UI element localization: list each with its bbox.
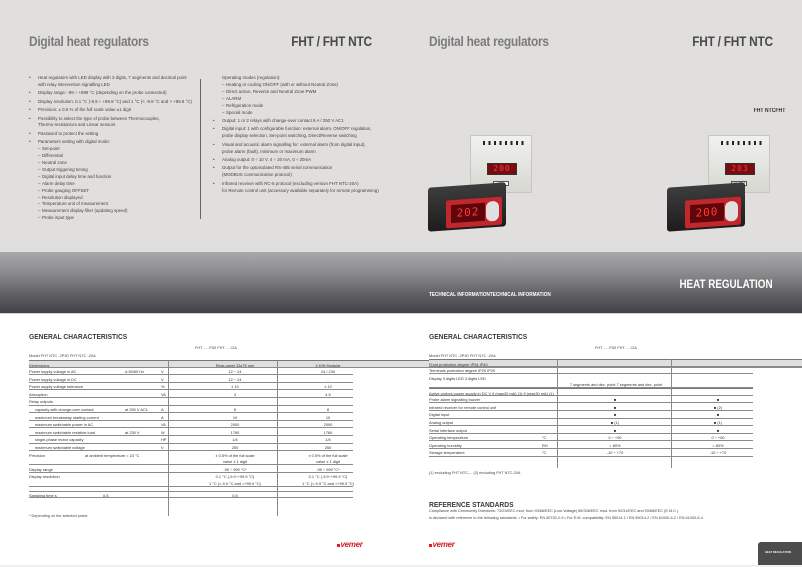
- feature-item: • Analog output: 0 ÷ 10 V, 4 ÷ 20 mA, 0 ÷ 20mA: [213, 157, 398, 164]
- characteristics-table-left: [29, 360, 353, 498]
- logo-text: vemer: [432, 540, 455, 549]
- table-cell: Rear-panel 33x75 mm: [215, 362, 255, 368]
- table-cell: Serial interface output: [429, 427, 467, 433]
- table-cell: Analog output: [429, 420, 454, 426]
- column-header: FHT - ...P30 FHT - ...DA: [595, 345, 637, 350]
- table-cell: 7 segments and dec. point 7 segments and dec. point: [569, 382, 663, 388]
- feature-item: Thermo-resistances and Linear sensors: [38, 122, 116, 128]
- table-row: [429, 403, 753, 411]
- table-row: [29, 375, 353, 383]
- table-row: [429, 359, 802, 367]
- table-cell: 3: [233, 391, 237, 397]
- table-cell: V: [161, 376, 164, 382]
- panel-display: 200: [690, 203, 724, 223]
- table-cell: 0 ÷ +50: [711, 435, 725, 441]
- table-row: [29, 398, 353, 406]
- table-row: [29, 390, 353, 398]
- feature-item: • Possibility to select the type of probe between Thermocouples,: [29, 116, 201, 123]
- feature-item: – ALARM: [213, 96, 398, 103]
- table-cell: capacity with change-over contact: [35, 407, 94, 413]
- feature-item: – Temperature unit of measurement: [29, 201, 201, 208]
- table-cell: Display range: [29, 466, 53, 472]
- table-cell: ■ (2): [713, 404, 723, 410]
- feature-item: • Visual and acoustic alarm signalling for: external alarm (from digital input),: [213, 142, 398, 149]
- table-cell: ■: [716, 397, 720, 403]
- table-cell: 1/4: [325, 437, 331, 443]
- table-cell: Absorption: [29, 391, 48, 397]
- table-cell: Digital input: [429, 412, 450, 418]
- table-cell: 4.5: [325, 391, 331, 397]
- feature-item: – Probe input type: [29, 215, 201, 222]
- table-cell: 10: [325, 414, 331, 420]
- feature-item: (MODBUS communication protocol): [222, 172, 292, 178]
- table-cell: 250: [324, 445, 332, 451]
- feature-item: • Digital input: 1 with configurable function: external alarm, ON/OFF regulation,: [213, 126, 398, 133]
- table-cell: ± 10: [324, 384, 332, 390]
- product-code-right: FHT / FHT NTC: [692, 33, 773, 49]
- table-cell: Relay outputs: [29, 399, 53, 405]
- table-cell: Precision: [29, 452, 46, 458]
- table-cell: A: [161, 414, 164, 420]
- table-row: [29, 428, 353, 436]
- model-line: Model FHT NTC -2P30 FHT NTC -20A: [29, 353, 96, 358]
- table-row: [29, 436, 353, 444]
- table-cell: 4 DIN Modular: [315, 362, 341, 368]
- table-cell: ■: [613, 412, 617, 418]
- table-cell: 2000: [323, 422, 333, 428]
- table-cell: at 230 V: [125, 429, 140, 435]
- device-display: 203: [725, 163, 755, 175]
- feature-item: • Password to protect the setting: [29, 131, 201, 138]
- table-row: [429, 426, 753, 434]
- table-cell: 8: [326, 407, 330, 413]
- model-line: Model FHT NTC -2P30 FHT NTC -20A: [429, 353, 496, 358]
- column-divider: [557, 359, 558, 468]
- feature-item: • Display resolution: 0.1 °C (-9.9 ÷ +99.9 °C) and 1 °C (< -9.9 °C and > +99.9 °C): [29, 99, 201, 106]
- feature-item: • Heat regulators with LED display with 3 digits, 7 segments and decimal point: [29, 75, 201, 82]
- feature-item: • Output for the optoisolated RS-485 serial communication: [213, 165, 398, 172]
- reference-standards-line-1: Compliance with Community Directives: 73/23/EEC mod. from 93/68/EEC (Low Voltage) 89/336/EEC mod. from 92/31/EEC and 93/68/EEC (E.M.C.): [429, 509, 679, 513]
- column-header: FHT - ...P30 FHT - ...DA: [195, 345, 237, 350]
- table-cell: value ± 1 digit: [223, 459, 247, 465]
- feature-item: – Direct action, Reverse and Neutral Zone PWM: [213, 89, 398, 96]
- table-cell: 250: [231, 445, 239, 451]
- table-cell: 12 ÷ 24: [228, 376, 242, 382]
- table-cell: 24 / 230: [320, 369, 336, 375]
- table-cell: ± 10: [231, 384, 239, 390]
- feature-item: – Set-point: [29, 146, 201, 153]
- table-cell: at ambient temperature = 23 °C: [85, 452, 140, 458]
- feature-item: – Probe gauging OFFSET: [29, 188, 201, 195]
- table-cell: ■ (1): [713, 420, 723, 426]
- table-cell: Operating humidity: [429, 442, 462, 448]
- table-cell: value ± 1 digit: [316, 459, 340, 465]
- panel-device: [667, 182, 745, 231]
- column-divider: [168, 360, 169, 516]
- table-row: [29, 451, 353, 465]
- table-cell: < 80%: [712, 442, 724, 448]
- table-cell: Probe alarm signalling buzzer: [429, 397, 481, 403]
- table-cell: single-phase motor capacity: [35, 437, 84, 443]
- table-cell: ■: [613, 404, 617, 410]
- table-cell: ± 0.5% of the full scale: [308, 452, 348, 458]
- table-cell: Operating temperature: [429, 435, 469, 441]
- table-cell: Display resolution: [29, 474, 60, 480]
- table-cell: maximum breakaway starting current: [35, 414, 99, 420]
- table-cell: ■: [613, 427, 617, 433]
- table-cell: HP: [161, 437, 167, 443]
- table-cell: Power supply voltage in AC: [29, 369, 77, 375]
- table-cell: Active probes power supply in DC V 9 (max30 mA) (1) 9 (max30 mA) (1): [429, 390, 554, 396]
- table-row: [429, 374, 753, 388]
- table-cell: < 80%: [609, 442, 621, 448]
- feature-item: – Resolution displayed: [29, 195, 201, 202]
- feature-item: – Neutral zone: [29, 160, 201, 167]
- terminal-pins: [483, 141, 527, 145]
- panel-device: [428, 182, 506, 231]
- feature-item: – Digital input delay time and function: [29, 174, 201, 181]
- table-cell: V: [161, 445, 164, 451]
- keypad: [486, 201, 499, 222]
- table-cell: -10 ÷ +70: [606, 450, 624, 456]
- column-separator: [200, 79, 201, 219]
- feature-item: • Parameters setting with digital mode:: [29, 139, 201, 146]
- table-cell: 0.1 °C (-9.9÷+99.9 °C): [308, 474, 348, 480]
- feature-item: – Measurement display filter (updating speed): [29, 208, 201, 215]
- reference-standards-line-2: is declared with reference to the following standards: • For safety: EN 60730-2-9 • For E.M. compatibility: EN 55014-1 / EN 55014-2 / EN 61000-6-2 / EN 61000-6-4: [429, 516, 703, 520]
- section-tab[interactable]: [758, 542, 802, 567]
- table-cell: -10 ÷ +70: [709, 450, 727, 456]
- characteristics-table-right: [429, 359, 753, 457]
- table-cell: at 250 V AC1: [125, 407, 148, 413]
- feature-item: • Output: 1 or 2 relays with change-over contact 8 A / 250 V AC1: [213, 118, 398, 125]
- table-cell: ■ (1): [610, 420, 620, 426]
- panel-face: [685, 197, 741, 229]
- table-cell: %: [161, 384, 165, 390]
- general-characteristics-heading-right: GENERAL CHARACTERISTICS: [429, 332, 528, 341]
- table-cell: W: [161, 429, 165, 435]
- product-code-left: FHT / FHT NTC: [291, 33, 372, 49]
- product-label: FHT NTCFHT: [753, 108, 785, 114]
- table-cell: 1 °C (<-9.9 °C and >+99.9 °C): [209, 481, 261, 487]
- table-cell: Power supply voltage tolerance: [29, 384, 84, 390]
- table-row: [429, 434, 753, 442]
- features-column-1: [29, 75, 201, 222]
- table-cell: Terminals protection degree IP20 IP20: [429, 368, 496, 374]
- table-row: [29, 473, 353, 487]
- table-cell: 12 ÷ 24: [228, 369, 242, 375]
- feature-item: – Heating or cooling ON/OFF (with or without Neutral Zone): [213, 82, 398, 89]
- feature-item: – Special mode: [213, 110, 398, 117]
- table-cell: Dimensions: [29, 362, 50, 368]
- table-cell: Power supply voltage in DC: [29, 376, 77, 382]
- footnote-right: (1) excluding FHT NTC-... (2) excluding FHT NTC-20A: [429, 471, 521, 475]
- table-row: [29, 413, 353, 421]
- terminal-pins: [721, 141, 765, 145]
- table-row: [429, 367, 753, 375]
- table-row: [429, 388, 753, 396]
- page-title-right: Digital heat regulators: [429, 33, 549, 49]
- table-cell: maximum switchable power in AC: [35, 422, 94, 428]
- section-title: HEAT REGULATION: [679, 277, 773, 291]
- table-cell: RH: [542, 442, 548, 448]
- table-row: [29, 368, 353, 376]
- table-cell: Front protection degree IP54 IP40: [429, 361, 488, 367]
- table-row: [29, 444, 353, 452]
- table-cell: A: [161, 407, 164, 413]
- table-cell: °C: [542, 435, 547, 441]
- features-column-2: [213, 75, 398, 195]
- table-cell: -99 ÷ 999 °C*: [316, 466, 340, 472]
- feature-item: for Remote control unit (accessory available separately for remote programming): [222, 187, 379, 193]
- table-cell: -99 ÷ 999 °C*: [223, 466, 247, 472]
- table-cell: Storage temperature: [429, 450, 465, 456]
- table-cell: 0.1 °C (-9.9÷+99.9 °C): [215, 474, 255, 480]
- feature-item: Operating modes (regulation):: [222, 75, 281, 80]
- table-row: [429, 396, 753, 404]
- keypad: [725, 201, 738, 222]
- table-cell: 2000: [230, 422, 240, 428]
- table-cell: 0.5: [232, 493, 238, 499]
- table-cell: 1760: [230, 429, 240, 435]
- column-divider: [277, 360, 278, 516]
- table-row: [29, 465, 353, 473]
- table-row: [29, 491, 353, 499]
- column-divider: [671, 359, 672, 468]
- reference-standards-heading: REFERENCE STANDARDS: [429, 500, 514, 509]
- table-cell: ■: [613, 397, 617, 403]
- table-cell: VA: [161, 391, 166, 397]
- panel-face: [446, 197, 502, 229]
- table-cell: Infrared receiver for remote control unit: [429, 404, 497, 410]
- logo-text: vemer: [340, 540, 363, 549]
- feature-item: – Alarm delay time: [29, 181, 201, 188]
- table-cell: 1/4: [232, 437, 238, 443]
- feature-item: probe display selection, Set-point switching, Direct/Reverse switching: [222, 133, 357, 139]
- table-cell: °C: [542, 450, 547, 456]
- table-cell: ± 0.5% of the full scale: [215, 452, 255, 458]
- feature-item: • Display range: -99 ÷ +999 °C (depending on the probe connected): [29, 90, 201, 97]
- table-cell: Sampling time s: [29, 493, 57, 499]
- table-cell: 0 ÷ +50: [608, 435, 622, 441]
- vemer-logo-left: [337, 540, 363, 549]
- table-row: [29, 406, 353, 414]
- footnote-left: * Depending on the selected probe: [29, 514, 88, 518]
- table-row: [429, 411, 753, 419]
- table-cell: 0.5: [103, 493, 109, 499]
- vemer-logo-right: [429, 540, 455, 549]
- page-title-left: Digital heat regulators: [29, 33, 149, 49]
- feature-item: with relay intervention signalling LED: [38, 81, 110, 87]
- feature-item: • Precision: ± 0.5 % of the full scale value ±1 digit: [29, 107, 201, 114]
- feature-item: – Output triggering timing: [29, 167, 201, 174]
- feature-item: – Differential: [29, 153, 201, 160]
- table-cell: -: [327, 376, 329, 382]
- feature-item: • Infrared receiver with RC-5 protocol (excluding version FHT NTC-20A): [213, 181, 398, 188]
- panel-display: 202: [451, 203, 485, 223]
- table-cell: maximum switchable voltage: [35, 445, 85, 451]
- table-cell: 10: [232, 414, 238, 420]
- feature-item: – Refrigeration mode: [213, 103, 398, 110]
- table-cell: A 50/60 Hz: [125, 369, 145, 375]
- section-subtitle: TECHNICAL INFORMATIONTECHNICAL INFORMATION: [429, 292, 551, 298]
- device-display: 200: [487, 163, 517, 175]
- general-characteristics-heading-left: GENERAL CHARACTERISTICS: [29, 332, 128, 341]
- table-cell: maximum switchable resistive load: [35, 429, 95, 435]
- feature-item: probe alarm (fault), minimum or maximum alarm: [222, 148, 316, 154]
- table-cell: 1 °C (<-9.9 °C and >+99.9 °C): [302, 481, 354, 487]
- table-cell: VA: [161, 422, 166, 428]
- table-row: [429, 449, 753, 457]
- table-row: [29, 421, 353, 429]
- table-row: [429, 441, 753, 449]
- table-row: [429, 419, 753, 427]
- table-cell: ■: [716, 427, 720, 433]
- table-cell: 8: [233, 407, 237, 413]
- section-tab-label: HEAT REGULATION: [765, 551, 792, 554]
- table-cell: V: [161, 369, 164, 375]
- table-cell: 1760: [323, 429, 333, 435]
- table-cell: Display 3 digits LED 3 digits LED: [429, 375, 486, 381]
- table-row: [29, 383, 353, 391]
- band-divider: [0, 313, 802, 314]
- table-cell: ■: [716, 412, 720, 418]
